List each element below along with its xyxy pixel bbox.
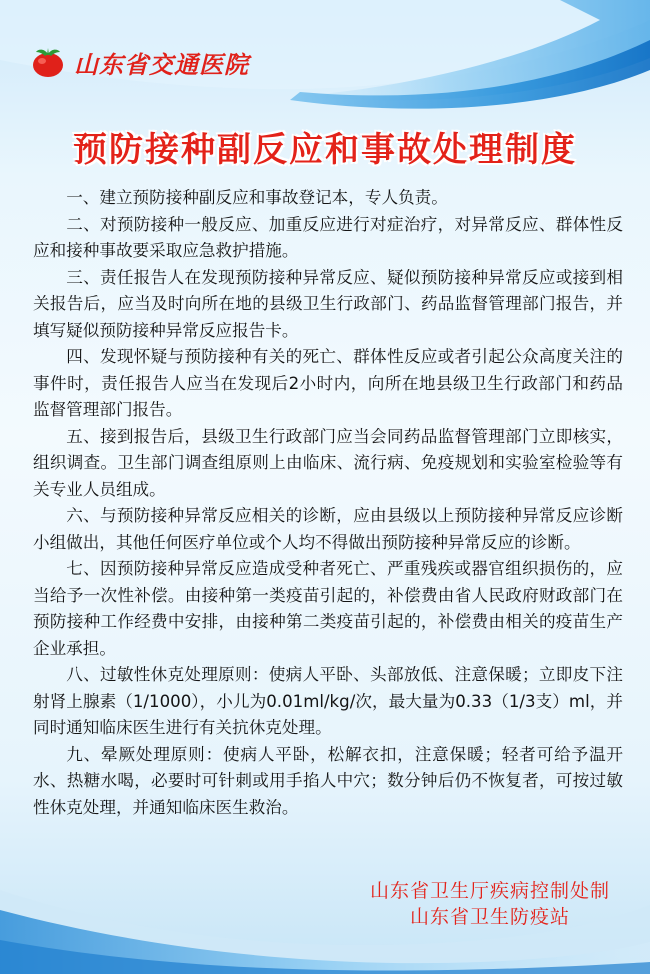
clause-6: 六、与预防接种异常反应相关的诊断，应由县级以上预防接种异常反应诊断小组做出，其他任何医疗单位或个人均不得做出预防接种异常反应的诊断。 [33, 506, 623, 552]
tomato-logo-icon [30, 44, 66, 80]
clause-8: 八、过敏性休克处理原则：使病人平卧、头部放低、注意保暖；立即皮下注射肾上腺素（1/1000），小儿为0.01ml/kg/次，最大量为0.33（1/3支）ml，并同时通知临床医生进行有关抗休克处理。 [33, 665, 623, 737]
clause-5: 五、接到报告后，县级卫生行政部门应当会同药品监督管理部门立即核实，组织调查。卫生部门调查组原则上由临床、流行病、免疫规划和实验室检验等有关专业人员组成。 [33, 426, 623, 499]
issuer-block [370, 878, 610, 930]
clause-3: 三、责任报告人在发现预防接种异常反应、疑似预防接种异常反应或接到相关报告后，应当及时向所在地的县级卫生行政部门、药品监督管理部门报告，并填写疑似预防接种异常反应报告卡。 [33, 267, 623, 340]
clause-1: 一、建立预防接种副反应和事故登记本，专人负责。 [66, 188, 448, 207]
clause-7: 七、因预防接种异常反应造成受种者死亡、严重残疾或器官组织损伤的，应当给予一次性补偿。由接种第一类疫苗引起的，补偿费由省人民政府财政部门在预防接种工作经费中安排，由接种第二类疫苗引起的，补偿费由相关的疫苗生产企业承担。 [33, 559, 623, 658]
hospital-logo [30, 44, 249, 80]
hospital-name: 山东省交通医院 [74, 49, 249, 79]
clause-2: 二、对预防接种一般反应、加重反应进行对症治疗，对异常反应、群体性反应和接种事故要采取应急救护措施。 [33, 214, 623, 260]
regulation-body [33, 185, 623, 821]
issuer-line-2: 山东省卫生防疫站 [409, 906, 570, 928]
document-title: 预防接种副反应和事故处理制度 [73, 130, 577, 170]
issuer-line-1: 山东省卫生厅疾病控制处制 [369, 880, 610, 902]
clause-4: 四、发现怀疑与预防接种有关的死亡、群体性反应或者引起公众高度关注的事件时，责任报告人应当在发现后2小时内，向所在地县级卫生行政部门和药品监督管理部门报告。 [33, 347, 623, 419]
clause-9: 九、晕厥处理原则：使病人平卧，松解衣扣，注意保暖；轻者可给予温开水、热糖水喝，必要时可针刺或用手掐人中穴；数分钟后仍不恢复者，可按过敏性休克处理，并通知临床医生救治。 [33, 744, 623, 817]
